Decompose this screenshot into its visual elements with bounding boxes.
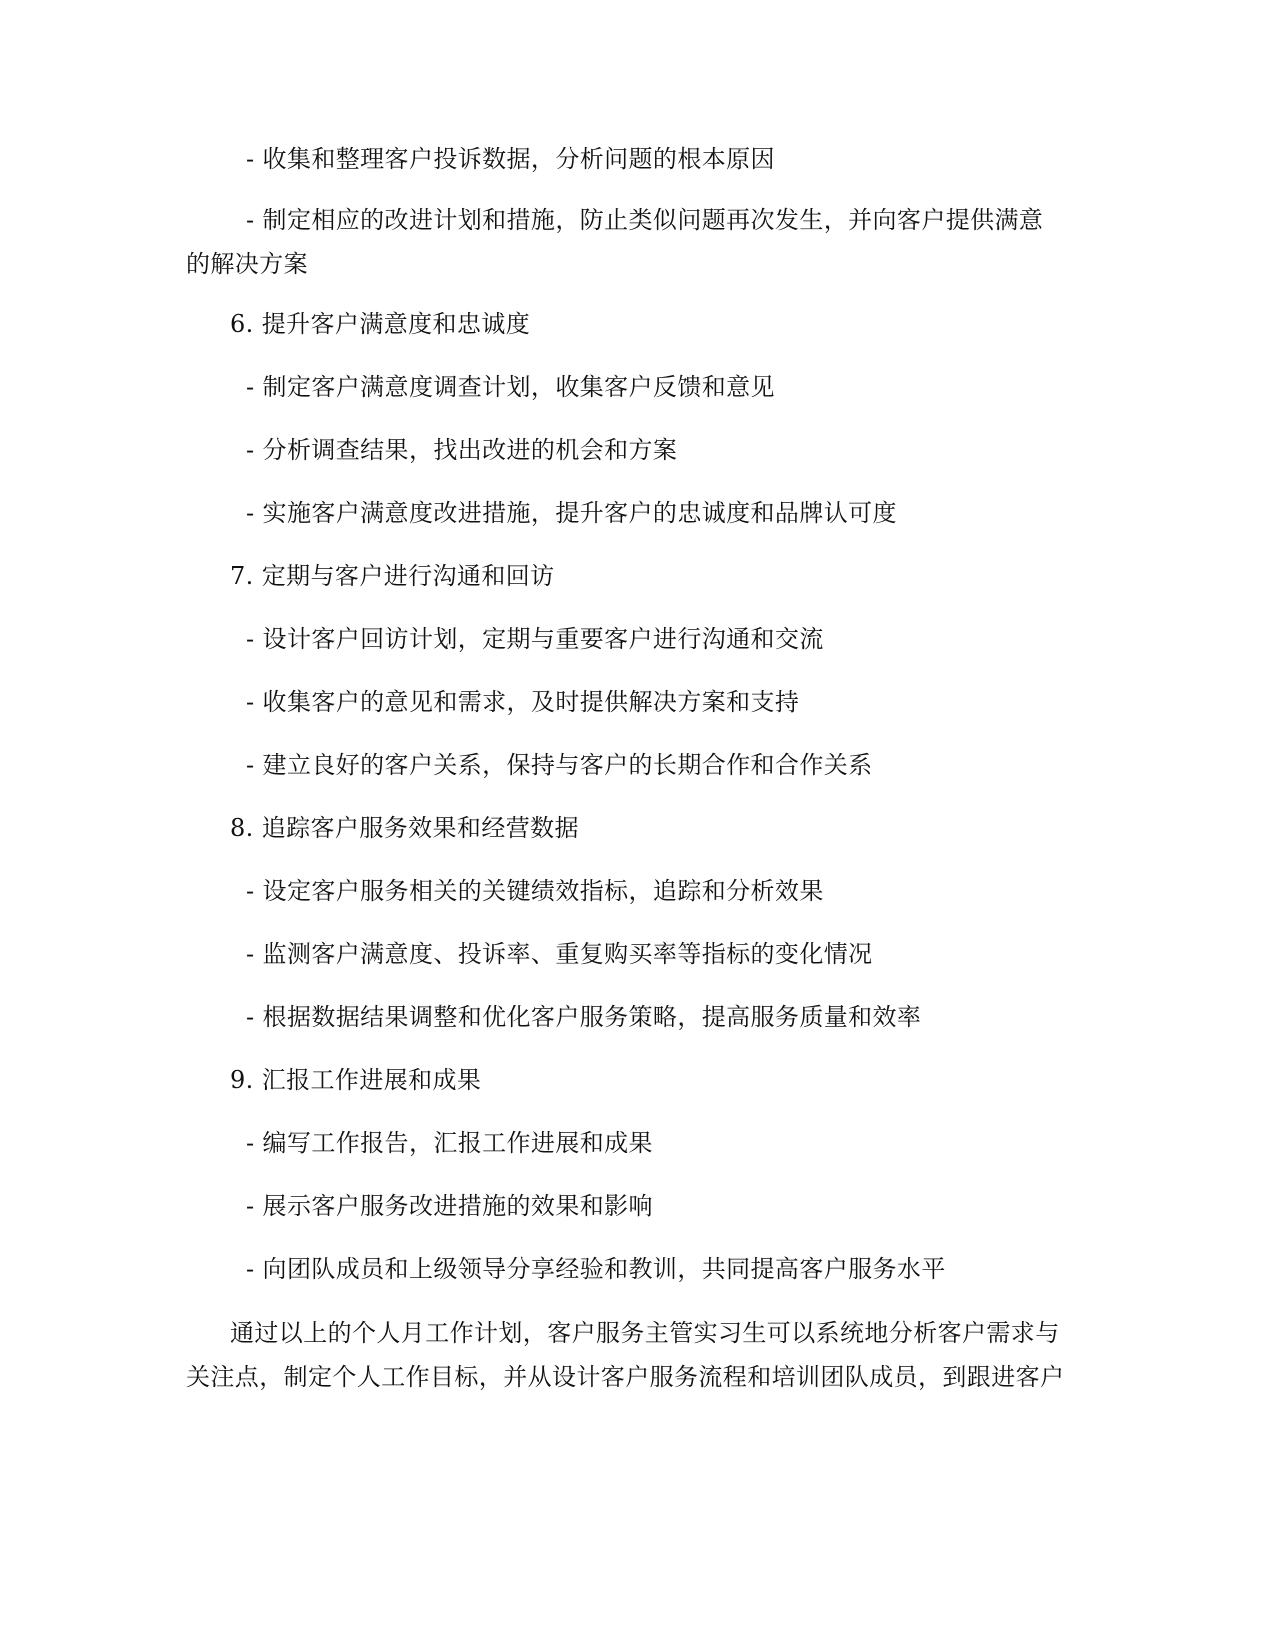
section-heading-7: 7. 定期与客户进行沟通和回访	[230, 562, 555, 590]
bullet-line: - 监测客户满意度、投诉率、重复购买率等指标的变化情况	[246, 940, 873, 968]
bullet-line: - 实施客户满意度改进措施，提升客户的忠诚度和品牌认可度	[246, 499, 897, 527]
bullet-line: - 展示客户服务改进措施的效果和影响	[246, 1192, 653, 1220]
bullet-line: - 分析调查结果，找出改进的机会和方案	[246, 436, 678, 464]
bullet-line: - 根据数据结果调整和优化客户服务策略，提高服务质量和效率	[246, 1003, 922, 1031]
summary-paragraph-line: 通过以上的个人月工作计划，客户服务主管实习生可以系统地分析客户需求与	[230, 1319, 1060, 1347]
bullet-line: - 编写工作报告，汇报工作进展和成果	[246, 1129, 653, 1157]
section-heading-6: 6. 提升客户满意度和忠诚度	[230, 310, 531, 338]
summary-paragraph-line: 关注点，制定个人工作目标，并从设计客户服务流程和培训团队成员，到跟进客户	[186, 1363, 1065, 1391]
bullet-line: - 制定相应的改进计划和措施，防止类似问题再次发生，并向客户提供满意	[246, 206, 1044, 234]
section-heading-9: 9. 汇报工作进展和成果	[230, 1066, 482, 1094]
section-heading-8: 8. 追踪客户服务效果和经营数据	[230, 814, 579, 842]
bullet-line: - 建立良好的客户关系，保持与客户的长期合作和合作关系	[246, 751, 873, 779]
continuation-line: 的解决方案	[186, 250, 308, 278]
bullet-line: - 收集客户的意见和需求，及时提供解决方案和支持	[246, 688, 800, 716]
bullet-line: - 设计客户回访计划，定期与重要客户进行沟通和交流	[246, 625, 824, 653]
bullet-line: - 向团队成员和上级领导分享经验和教训，共同提高客户服务水平	[246, 1255, 946, 1283]
bullet-line: - 设定客户服务相关的关键绩效指标，追踪和分析效果	[246, 877, 824, 905]
bullet-line: - 制定客户满意度调查计划，收集客户反馈和意见	[246, 373, 775, 401]
bullet-line: - 收集和整理客户投诉数据，分析问题的根本原因	[246, 145, 775, 173]
